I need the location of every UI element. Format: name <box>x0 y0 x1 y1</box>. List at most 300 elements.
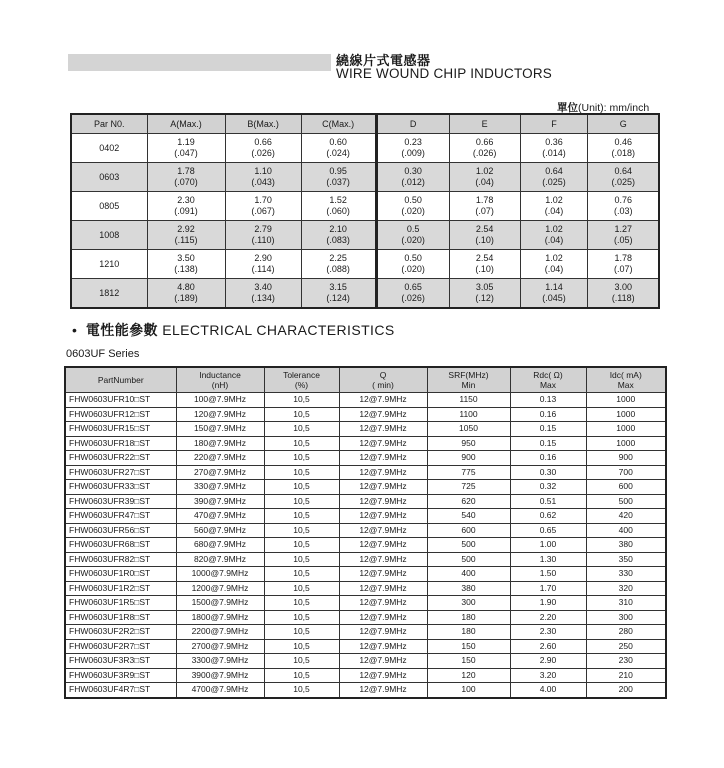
value-inch: (.134) <box>251 293 275 303</box>
dimension-cell-f <box>520 250 588 279</box>
electrical-col-header <box>586 367 666 393</box>
table-row <box>65 523 666 538</box>
cell-idc: 250 <box>586 639 666 654</box>
cell-rdc: 0.16 <box>510 407 586 422</box>
cell-tol: 10,5 <box>264 552 339 567</box>
table-row <box>71 134 659 163</box>
cell-tol: 10,5 <box>264 509 339 524</box>
dimension-cell-e <box>449 221 520 250</box>
cell-srf: 600 <box>427 523 510 538</box>
cell-srf: 1050 <box>427 422 510 437</box>
cell-srf: 775 <box>427 465 510 480</box>
dimension-cell-e <box>449 134 520 163</box>
value-mm: 2.90 <box>254 253 272 263</box>
table-row <box>65 581 666 596</box>
cell-idc: 310 <box>586 596 666 611</box>
cell-part: FHW0603UFR68□ST <box>65 538 176 553</box>
cell-ind: 3900@7.9MHz <box>176 668 264 683</box>
value-mm: 0.64 <box>614 166 632 176</box>
cell-rdc: 0.30 <box>510 465 586 480</box>
cell-idc: 700 <box>586 465 666 480</box>
value-inch: (.114) <box>251 264 275 274</box>
cell-q: 12@7.9MHz <box>339 480 427 495</box>
cell-part: FHW0603UFR18□ST <box>65 436 176 451</box>
dimension-cell-a <box>147 221 225 250</box>
cell-part: FHW0603UFR10□ST <box>65 393 176 408</box>
dim-col-header: B(Max.) <box>225 114 301 134</box>
value-inch: (.024) <box>326 148 350 158</box>
cell-q: 12@7.9MHz <box>339 465 427 480</box>
cell-ind: 2200@7.9MHz <box>176 625 264 640</box>
header-line-1: Idc( mA) <box>609 370 642 380</box>
cell-ind: 330@7.9MHz <box>176 480 264 495</box>
part-size-cell: 1210 <box>71 250 147 279</box>
cell-part: FHW0603UFR33□ST <box>65 480 176 495</box>
cell-idc: 600 <box>586 480 666 495</box>
cell-srf: 150 <box>427 639 510 654</box>
dimension-cell-f <box>520 192 588 221</box>
cell-ind: 3300@7.9MHz <box>176 654 264 669</box>
header-line-1: Q <box>379 370 387 380</box>
cell-q: 12@7.9MHz <box>339 436 427 451</box>
cell-ind: 1800@7.9MHz <box>176 610 264 625</box>
dimension-cell-c <box>301 134 376 163</box>
header-line-2: (nH) <box>211 380 229 390</box>
electrical-col-header <box>427 367 510 393</box>
table-row <box>65 610 666 625</box>
cell-srf: 180 <box>427 610 510 625</box>
cell-srf: 500 <box>427 552 510 567</box>
cell-q: 12@7.9MHz <box>339 538 427 553</box>
value-mm: 0.95 <box>329 166 347 176</box>
cell-srf: 300 <box>427 596 510 611</box>
dimension-cell-e <box>449 250 520 279</box>
value-inch: (.03) <box>613 206 633 216</box>
cell-ind: 2700@7.9MHz <box>176 639 264 654</box>
cell-ind: 270@7.9MHz <box>176 465 264 480</box>
cell-idc: 420 <box>586 509 666 524</box>
cell-tol: 10,5 <box>264 451 339 466</box>
cell-tol: 10,5 <box>264 436 339 451</box>
value-inch: (.083) <box>326 235 350 245</box>
dim-col-header: D <box>376 114 449 134</box>
cell-part: FHW0603UFR47□ST <box>65 509 176 524</box>
cell-rdc: 3.20 <box>510 668 586 683</box>
cell-srf: 120 <box>427 668 510 683</box>
part-size-cell: 0805 <box>71 192 147 221</box>
cell-idc: 300 <box>586 610 666 625</box>
value-mm: 3.40 <box>254 282 272 292</box>
table-row <box>65 509 666 524</box>
cell-rdc: 0.65 <box>510 523 586 538</box>
value-mm: 3.15 <box>329 282 347 292</box>
table-row <box>65 567 666 582</box>
dimension-cell-b <box>225 134 301 163</box>
cell-ind: 150@7.9MHz <box>176 422 264 437</box>
value-mm: 1.78 <box>475 195 494 205</box>
cell-srf: 540 <box>427 509 510 524</box>
electrical-col-header <box>510 367 586 393</box>
value-inch: (.009) <box>401 148 425 158</box>
cell-rdc: 0.51 <box>510 494 586 509</box>
cell-srf: 400 <box>427 567 510 582</box>
table-row <box>65 436 666 451</box>
cell-tol: 10,5 <box>264 610 339 625</box>
cell-rdc: 4.00 <box>510 683 586 698</box>
value-mm: 0.36 <box>545 137 563 147</box>
dimension-cell-d <box>376 192 449 221</box>
cell-rdc: 0.13 <box>510 393 586 408</box>
value-inch: (.026) <box>251 148 275 158</box>
cell-ind: 220@7.9MHz <box>176 451 264 466</box>
cell-ind: 1200@7.9MHz <box>176 581 264 596</box>
dimension-cell-c <box>301 163 376 192</box>
cell-part: FHW0603UF1R8□ST <box>65 610 176 625</box>
table-row <box>71 221 659 250</box>
cell-idc: 210 <box>586 668 666 683</box>
part-size-cell: 0603 <box>71 163 147 192</box>
cell-part: FHW0603UFR39□ST <box>65 494 176 509</box>
cell-q: 12@7.9MHz <box>339 509 427 524</box>
value-inch: (.118) <box>611 293 635 303</box>
value-inch: (.020) <box>401 235 425 245</box>
value-inch: (.067) <box>251 206 275 216</box>
dimension-cell-c <box>301 221 376 250</box>
value-inch: (.05) <box>613 235 633 245</box>
cell-rdc: 1.90 <box>510 596 586 611</box>
dimension-cell-c <box>301 250 376 279</box>
title-english: WIRE WOUND CHIP INDUCTORS <box>336 66 553 81</box>
table-row <box>65 552 666 567</box>
cell-part: FHW0603UF2R2□ST <box>65 625 176 640</box>
value-mm: 3.50 <box>177 253 195 263</box>
cell-tol: 10,5 <box>264 407 339 422</box>
value-inch: (.04) <box>475 177 494 187</box>
table-row <box>65 393 666 408</box>
value-mm: 0.65 <box>404 282 422 292</box>
cell-rdc: 2.90 <box>510 654 586 669</box>
dim-col-header: F <box>520 114 588 134</box>
dimension-cell-c <box>301 279 376 309</box>
cell-part: FHW0603UF3R3□ST <box>65 654 176 669</box>
dim-col-header: C(Max.) <box>301 114 376 134</box>
cell-tol: 10,5 <box>264 393 339 408</box>
table-row <box>65 407 666 422</box>
series-label: 0603UF Series <box>66 348 140 360</box>
cell-part: FHW0603UF1R0□ST <box>65 567 176 582</box>
cell-part: FHW0603UFR15□ST <box>65 422 176 437</box>
cell-part: FHW0603UF2R7□ST <box>65 639 176 654</box>
electrical-col-header <box>65 367 176 393</box>
cell-rdc: 2.20 <box>510 610 586 625</box>
cell-part: FHW0603UF1R5□ST <box>65 596 176 611</box>
value-inch: (.012) <box>401 177 425 187</box>
cell-tol: 10,5 <box>264 422 339 437</box>
cell-tol: 10,5 <box>264 538 339 553</box>
dimension-cell-g <box>588 221 659 250</box>
table-row <box>65 422 666 437</box>
cell-tol: 10,5 <box>264 465 339 480</box>
value-inch: (.047) <box>174 148 198 158</box>
cell-rdc: 0.62 <box>510 509 586 524</box>
cell-q: 12@7.9MHz <box>339 610 427 625</box>
value-mm: 1.78 <box>177 166 195 176</box>
dimension-cell-e <box>449 279 520 309</box>
dimension-cell-e <box>449 163 520 192</box>
dimension-cell-d <box>376 134 449 163</box>
value-mm: 2.25 <box>329 253 347 263</box>
electrical-section-title <box>72 320 395 340</box>
cell-idc: 350 <box>586 552 666 567</box>
cell-part: FHW0603UF3R9□ST <box>65 668 176 683</box>
cell-q: 12@7.9MHz <box>339 625 427 640</box>
dimension-cell-d <box>376 279 449 309</box>
cell-srf: 100 <box>427 683 510 698</box>
table-row <box>65 538 666 553</box>
table-row <box>65 451 666 466</box>
part-size-cell: 0402 <box>71 134 147 163</box>
cell-rdc: 0.15 <box>510 422 586 437</box>
cell-srf: 725 <box>427 480 510 495</box>
table-row <box>65 494 666 509</box>
cell-idc: 400 <box>586 523 666 538</box>
value-inch: (.10) <box>475 235 494 245</box>
value-mm: 1.70 <box>254 195 272 205</box>
title-chinese: 繞線片式電感器 <box>336 53 431 68</box>
dimension-cell-a <box>147 279 225 309</box>
dimension-cell-d <box>376 250 449 279</box>
dimension-cell-b <box>225 221 301 250</box>
cell-q: 12@7.9MHz <box>339 552 427 567</box>
dimension-cell-g <box>588 192 659 221</box>
dimension-cell-b <box>225 192 301 221</box>
dimension-cell-a <box>147 134 225 163</box>
cell-idc: 1000 <box>586 422 666 437</box>
dimension-cell-f <box>520 163 588 192</box>
cell-ind: 390@7.9MHz <box>176 494 264 509</box>
dimensions-header-row <box>71 114 659 134</box>
value-inch: (.020) <box>401 206 425 216</box>
cell-q: 12@7.9MHz <box>339 407 427 422</box>
value-mm: 2.92 <box>177 224 195 234</box>
cell-srf: 950 <box>427 436 510 451</box>
cell-idc: 500 <box>586 494 666 509</box>
cell-idc: 320 <box>586 581 666 596</box>
cell-tol: 10,5 <box>264 596 339 611</box>
cell-srf: 180 <box>427 625 510 640</box>
dimension-cell-f <box>520 134 588 163</box>
header-line-2: ( min) <box>372 380 394 390</box>
table-row <box>65 465 666 480</box>
dimension-cell-g <box>588 250 659 279</box>
value-inch: (.04) <box>544 206 564 216</box>
unit-label: 單位 <box>557 102 578 114</box>
unit-value: (Unit): mm/inch <box>578 102 650 114</box>
value-mm: 2.54 <box>475 253 494 263</box>
value-inch: (.060) <box>326 206 350 216</box>
electrical-title-english: ELECTRICAL CHARACTERISTICS <box>162 322 395 338</box>
cell-part: FHW0603UFR56□ST <box>65 523 176 538</box>
value-inch: (.026) <box>401 293 425 303</box>
cell-srf: 150 <box>427 654 510 669</box>
value-mm: 0.46 <box>614 137 632 147</box>
value-inch: (.043) <box>251 177 275 187</box>
electrical-col-header <box>176 367 264 393</box>
value-inch: (.12) <box>475 293 494 303</box>
header-line-1: PartNumber <box>97 375 144 385</box>
electrical-header-row <box>65 367 666 393</box>
value-inch: (.045) <box>542 293 566 303</box>
value-inch: (.110) <box>251 235 275 245</box>
cell-srf: 1100 <box>427 407 510 422</box>
value-inch: (.04) <box>544 264 564 274</box>
cell-tol: 10,5 <box>264 494 339 509</box>
cell-q: 12@7.9MHz <box>339 422 427 437</box>
value-mm: 0.66 <box>475 137 494 147</box>
table-row <box>65 654 666 669</box>
cell-idc: 230 <box>586 654 666 669</box>
dimensions-table <box>70 113 660 309</box>
dimension-cell-a <box>147 250 225 279</box>
value-mm: 3.05 <box>475 282 494 292</box>
cell-part: FHW0603UFR82□ST <box>65 552 176 567</box>
cell-ind: 120@7.9MHz <box>176 407 264 422</box>
cell-tol: 10,5 <box>264 625 339 640</box>
cell-idc: 1000 <box>586 436 666 451</box>
value-mm: 1.52 <box>329 195 347 205</box>
dimension-cell-a <box>147 163 225 192</box>
header-line-2: Max <box>539 380 557 390</box>
value-mm: 1.10 <box>254 166 272 176</box>
cell-srf: 1150 <box>427 393 510 408</box>
value-inch: (.138) <box>174 264 198 274</box>
header-line-2: Max <box>617 380 634 390</box>
cell-tol: 10,5 <box>264 668 339 683</box>
cell-part: FHW0603UFR22□ST <box>65 451 176 466</box>
cell-ind: 680@7.9MHz <box>176 538 264 553</box>
value-mm: 1.02 <box>545 224 563 234</box>
value-inch: (.026) <box>472 148 497 158</box>
dimension-cell-f <box>520 279 588 309</box>
dim-col-header: Par N0. <box>71 114 147 134</box>
dimension-cell-g <box>588 134 659 163</box>
cell-tol: 10,5 <box>264 480 339 495</box>
value-mm: 2.54 <box>475 224 494 234</box>
cell-ind: 470@7.9MHz <box>176 509 264 524</box>
cell-q: 12@7.9MHz <box>339 393 427 408</box>
cell-rdc: 0.15 <box>510 436 586 451</box>
header-line-2: (%) <box>294 380 309 390</box>
value-mm: 0.5 <box>406 224 420 234</box>
value-inch: (.091) <box>174 206 198 216</box>
cell-rdc: 1.00 <box>510 538 586 553</box>
cell-srf: 900 <box>427 451 510 466</box>
cell-tol: 10,5 <box>264 639 339 654</box>
value-mm: 1.78 <box>614 253 632 263</box>
cell-q: 12@7.9MHz <box>339 494 427 509</box>
electrical-title-chinese: 電性能參數 <box>85 322 158 338</box>
value-mm: 0.64 <box>545 166 563 176</box>
electrical-table <box>64 366 667 699</box>
electrical-col-header <box>339 367 427 393</box>
value-inch: (.10) <box>475 264 494 274</box>
table-row <box>65 639 666 654</box>
cell-part: FHW0603UF4R7□ST <box>65 683 176 698</box>
header-line-1: SRF(MHz) <box>448 370 489 380</box>
cell-idc: 330 <box>586 567 666 582</box>
header-line-1: Rdc( Ω) <box>533 370 563 380</box>
table-row <box>71 192 659 221</box>
table-row <box>71 279 659 309</box>
value-inch: (.07) <box>475 206 494 216</box>
part-size-cell: 1812 <box>71 279 147 309</box>
cell-ind: 820@7.9MHz <box>176 552 264 567</box>
dimension-cell-g <box>588 163 659 192</box>
value-mm: 1.02 <box>545 253 563 263</box>
cell-tol: 10,5 <box>264 567 339 582</box>
table-row <box>65 668 666 683</box>
dimension-cell-c <box>301 192 376 221</box>
value-mm: 2.10 <box>329 224 347 234</box>
dimension-cell-g <box>588 279 659 309</box>
dimension-cell-d <box>376 163 449 192</box>
cell-rdc: 2.60 <box>510 639 586 654</box>
cell-ind: 560@7.9MHz <box>176 523 264 538</box>
cell-ind: 1000@7.9MHz <box>176 567 264 582</box>
bullet-icon: • <box>72 322 78 338</box>
cell-rdc: 2.30 <box>510 625 586 640</box>
table-row <box>71 163 659 192</box>
value-mm: 1.02 <box>545 195 563 205</box>
value-mm: 1.14 <box>545 282 563 292</box>
cell-ind: 1500@7.9MHz <box>176 596 264 611</box>
cell-q: 12@7.9MHz <box>339 668 427 683</box>
dimension-cell-d <box>376 221 449 250</box>
value-mm: 3.00 <box>614 282 632 292</box>
electrical-col-header <box>264 367 339 393</box>
table-row <box>65 480 666 495</box>
value-inch: (.025) <box>542 177 566 187</box>
value-mm: 2.30 <box>177 195 195 205</box>
cell-q: 12@7.9MHz <box>339 523 427 538</box>
cell-ind: 4700@7.9MHz <box>176 683 264 698</box>
cell-srf: 500 <box>427 538 510 553</box>
cell-part: FHW0603UFR12□ST <box>65 407 176 422</box>
value-mm: 2.79 <box>254 224 272 234</box>
value-inch: (.189) <box>174 293 198 303</box>
cell-rdc: 0.32 <box>510 480 586 495</box>
value-mm: 0.23 <box>404 137 422 147</box>
cell-srf: 380 <box>427 581 510 596</box>
header-line-1: Tolerance <box>283 370 320 380</box>
cell-idc: 900 <box>586 451 666 466</box>
header-line-1: Inductance <box>199 370 241 380</box>
cell-ind: 100@7.9MHz <box>176 393 264 408</box>
dimension-cell-f <box>520 221 588 250</box>
value-inch: (.037) <box>326 177 350 187</box>
cell-q: 12@7.9MHz <box>339 683 427 698</box>
cell-q: 12@7.9MHz <box>339 596 427 611</box>
value-mm: 0.50 <box>404 195 422 205</box>
table-row <box>65 625 666 640</box>
value-mm: 0.66 <box>254 137 272 147</box>
cell-tol: 10,5 <box>264 654 339 669</box>
cell-idc: 1000 <box>586 407 666 422</box>
value-inch: (.025) <box>611 177 635 187</box>
dim-col-header: A(Max.) <box>147 114 225 134</box>
value-mm: 0.30 <box>404 166 422 176</box>
value-inch: (.018) <box>611 148 635 158</box>
